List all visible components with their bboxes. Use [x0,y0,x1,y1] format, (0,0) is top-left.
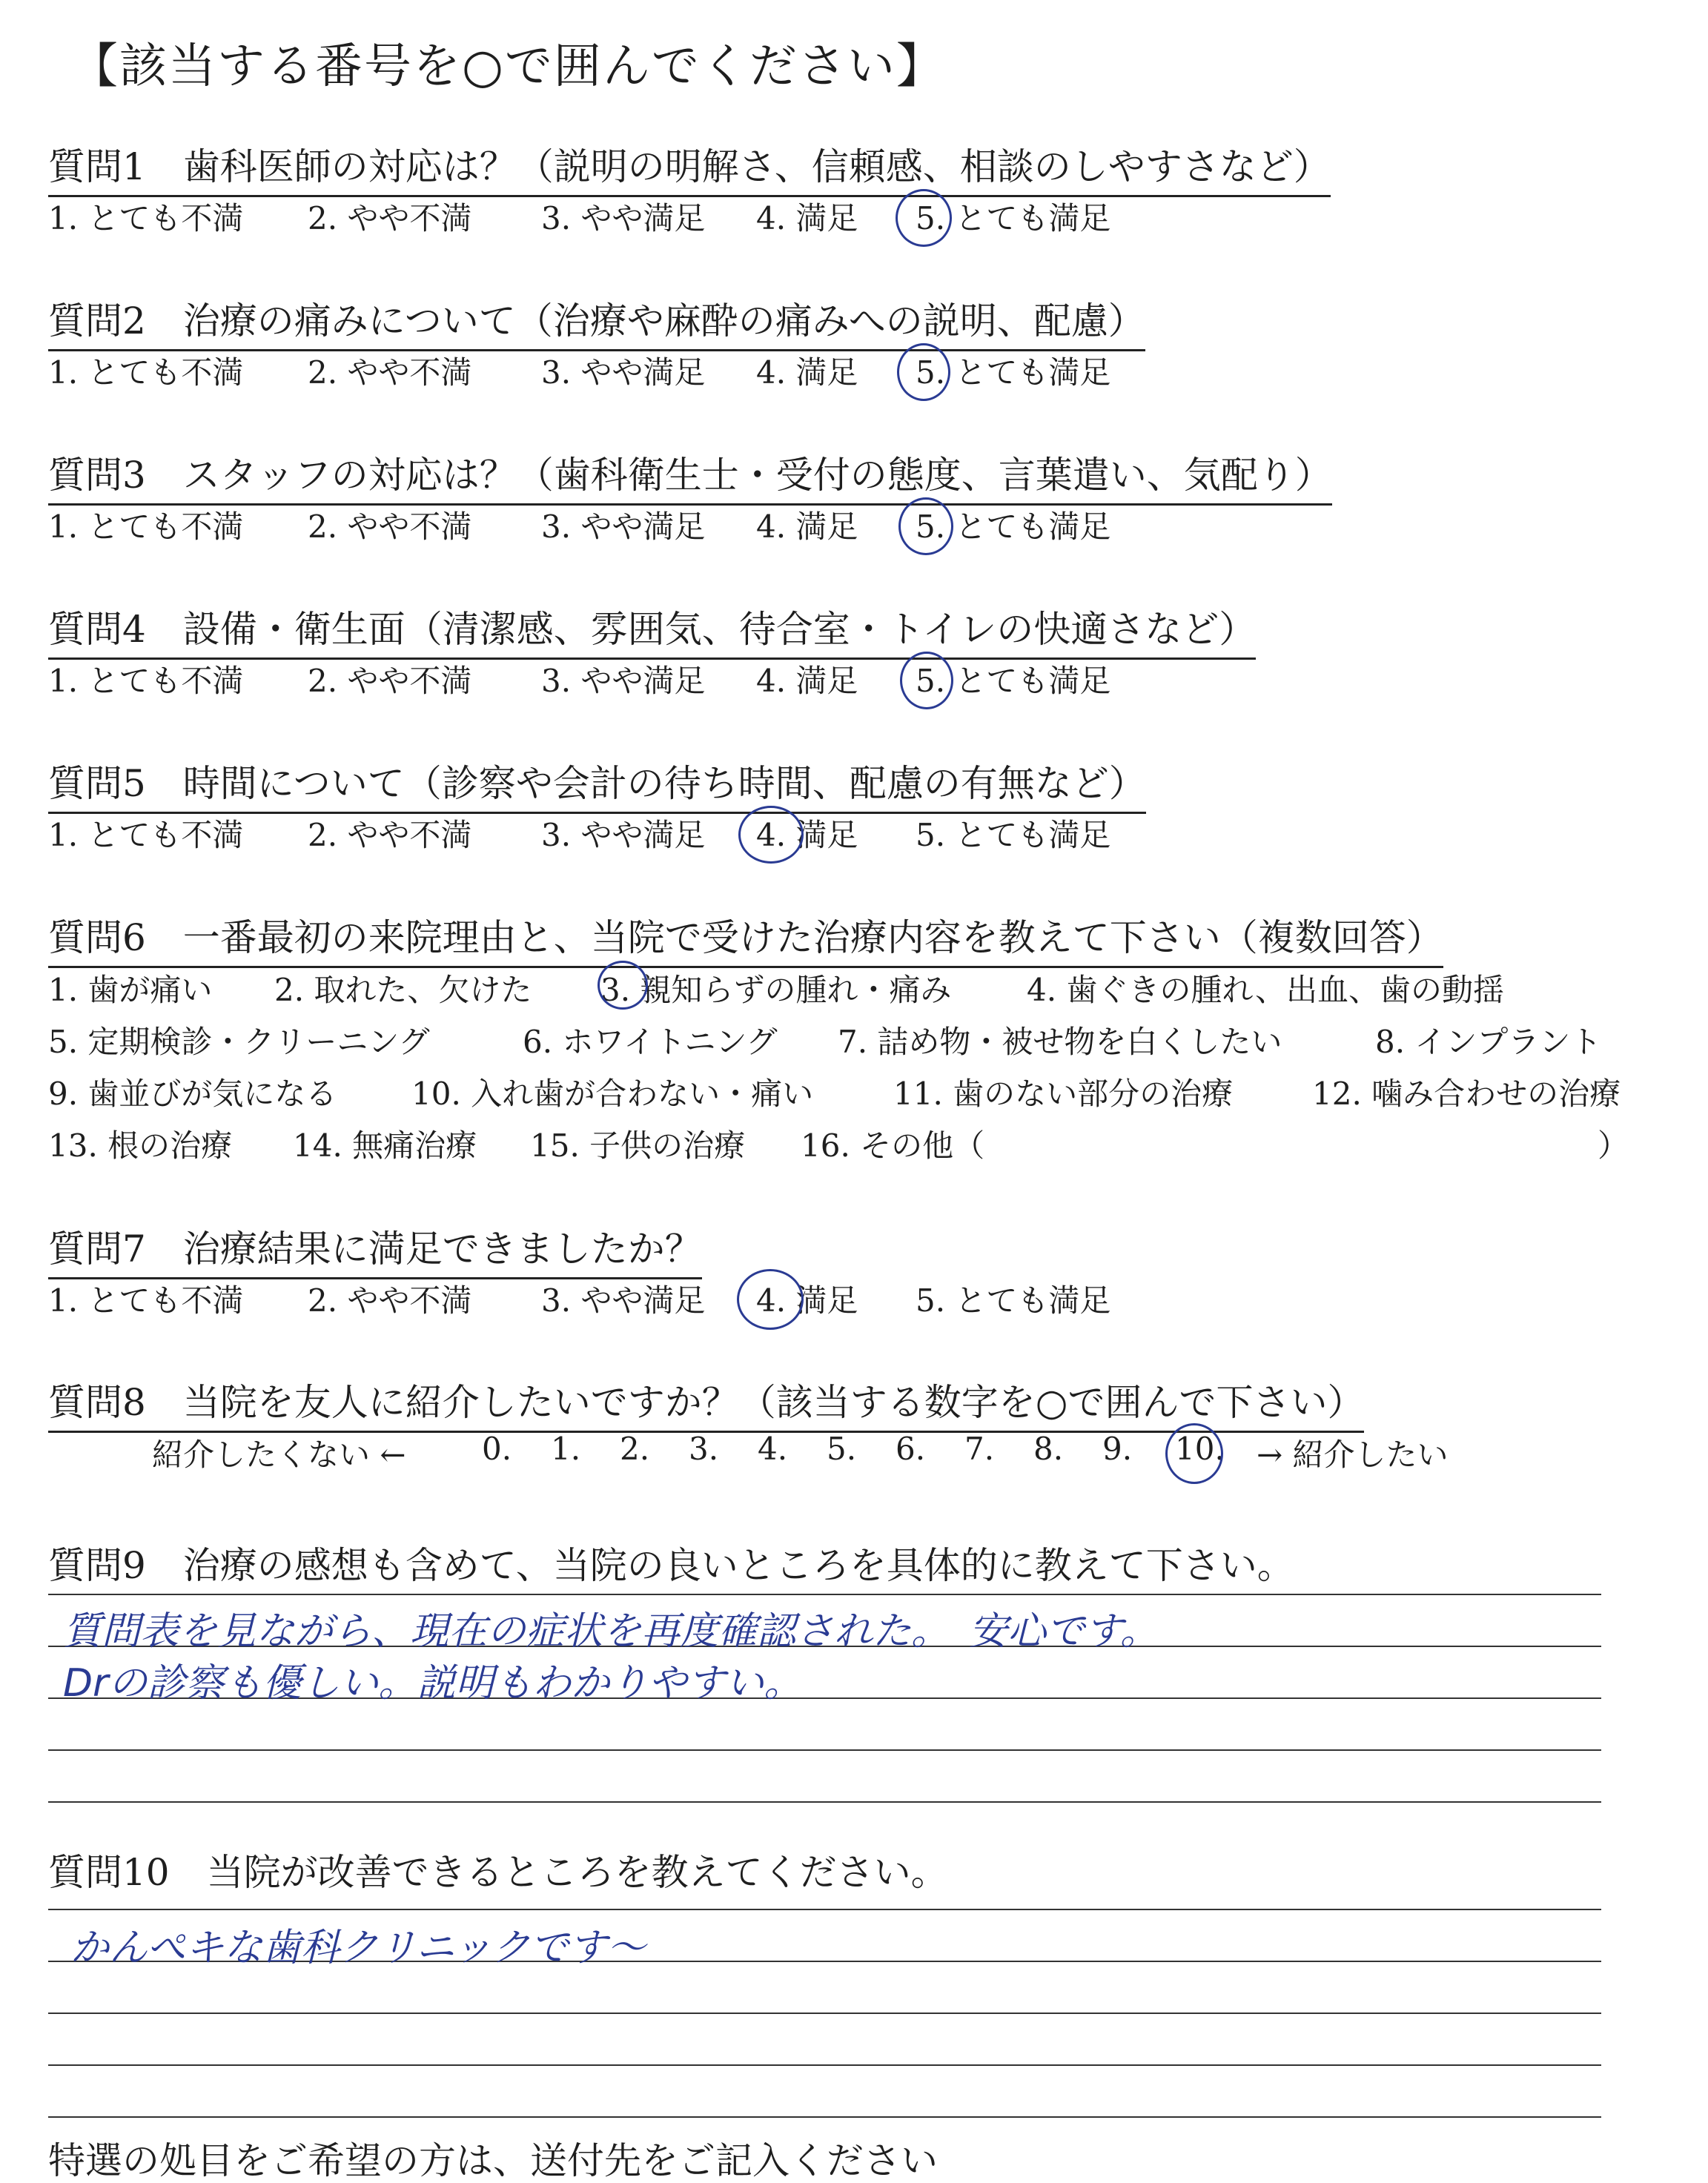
q5-option-5[interactable]: 5. とても満足 [916,817,1111,853]
q6-row-3 [48,1070,1679,1114]
q10-answer-line-3 [48,2013,1601,2014]
q8-title: 質問8 当院を友人に紹介したいですか？（該当する数字を○で囲んで下さい） [48,1373,1364,1433]
q6-option-15[interactable]: 15. 子供の治療 [530,1127,746,1164]
q6-option-8[interactable]: 8. インプラント [1375,1024,1602,1060]
q7-option-5[interactable]: 5. とても満足 [916,1282,1111,1319]
q2-option-4[interactable]: 4. 満足 [756,354,858,391]
q6-row-1 [48,966,1679,1010]
q6-selection-circle [598,961,648,1010]
q6-option-5[interactable]: 5. 定期検診・クリーニング [48,1024,430,1060]
q8-score-6[interactable]: 6. [896,1431,926,1467]
q7-title: 質問7 治療結果に満足できましたか？ [48,1219,702,1279]
q1-option-1[interactable]: 1. とても不満 [48,200,244,236]
q3-option-5[interactable]: 5. とても満足 [916,509,1111,545]
q6-option-14[interactable]: 14. 無痛治療 [293,1127,477,1164]
q8-score-4[interactable]: 4. [758,1431,788,1467]
q8-selection-circle [1165,1423,1223,1484]
q6-option-11[interactable]: 11. 歯のない部分の治療 [893,1076,1234,1112]
q2-option-2[interactable]: 2. やや不満 [308,354,472,391]
q1-title: 質問1 歯科医師の対応は？（説明の明解さ、信頼感、相談のしやすさなど） [48,137,1331,197]
q6-option-7[interactable]: 7. 詰め物・被せ物を白くしたい [838,1024,1282,1060]
q7-option-2[interactable]: 2. やや不満 [308,1282,472,1319]
footer-partial-text: 特選の処目をご希望の方は、送付先をご記入ください [48,2139,938,2182]
q10-handwritten-answer-1[interactable]: かんぺキな歯科クリニックです〜 [70,1926,646,1970]
q3-title: 質問3 スタッフの対応は？（歯科衛生士・受付の態度、言葉遣い、気配り） [48,445,1332,506]
q8-score-8[interactable]: 8. [1033,1431,1064,1467]
q1-option-3[interactable]: 3. やや満足 [541,200,706,236]
q3-option-2[interactable]: 2. やや不満 [308,509,472,545]
q4-option-3[interactable]: 3. やや満足 [541,663,706,699]
q1-option-5[interactable]: 5. とても満足 [916,200,1111,236]
q5-option-4[interactable]: 4. 満足 [756,817,858,853]
q8-score-7[interactable]: 7. [964,1431,995,1467]
q5-option-2[interactable]: 2. やや不満 [308,817,472,853]
q6-option-6[interactable]: 6. ホワイトニング [523,1024,778,1060]
q9-answer-line-1 [48,1594,1601,1595]
q1-selection-circle [896,189,952,247]
q3-options [48,503,1605,547]
page-header: 【該当する番号を○で囲んでください】 [70,39,945,94]
q4-selection-circle [900,652,953,709]
q4-option-4[interactable]: 4. 満足 [756,663,858,699]
q9-handwritten-answer-1[interactable]: 質問表を見ながら、現在の症状を再度確認された。 安心です。 [63,1609,1159,1654]
q2-option-1[interactable]: 1. とても不満 [48,354,244,391]
q5-option-3[interactable]: 3. やや満足 [541,817,706,853]
q10-answer-line-5 [48,2116,1601,2118]
q8-score-1[interactable]: 1. [551,1431,581,1467]
q2-option-3[interactable]: 3. やや満足 [541,354,706,391]
q8-score-5[interactable]: 5. [827,1431,857,1467]
q7-option-3[interactable]: 3. やや満足 [541,1282,706,1319]
q6-option-16[interactable]: 16. その他（ [801,1127,985,1164]
q7-option-4[interactable]: 4. 満足 [756,1282,858,1319]
q6-option-1[interactable]: 1. 歯が痛い [48,972,213,1008]
q8-scale [48,1431,1605,1475]
q8-score-9[interactable]: 9. [1102,1431,1133,1467]
q4-title: 質問4 設備・衛生面（清潔感、雰囲気、待合室・トイレの快適さなど） [48,600,1256,660]
q6-option-12[interactable]: 12. 噛み合わせの治療 [1312,1076,1621,1112]
q7-option-1[interactable]: 1. とても不満 [48,1282,244,1319]
q9-handwritten-answer-2[interactable]: Drの診察も優しい。説明もわかりやすい。 [63,1661,803,1706]
q8-score-3[interactable]: 3. [689,1431,719,1467]
q10-title: 質問10 当院が改善できるところを教えてください。 [48,1851,948,1894]
q4-option-5[interactable]: 5. とても満足 [916,663,1111,699]
q6-other-close-paren: ） [1598,1127,1629,1164]
q4-option-2[interactable]: 2. やや不満 [308,663,472,699]
q3-selection-circle [898,497,953,555]
q6-option-2[interactable]: 2. 取れた、欠けた [274,972,532,1008]
q8-left-label: 紹介したくない ← [152,1437,406,1473]
q6-option-3[interactable]: 3. 親知らずの腫れ・痛み [600,972,952,1008]
q2-option-5[interactable]: 5. とても満足 [916,354,1111,391]
q6-row-2 [48,1018,1679,1062]
q5-selection-circle [738,806,804,864]
q4-options [48,657,1605,701]
q8-score-10[interactable]: 10. [1175,1431,1225,1467]
q5-options [48,811,1605,855]
q10-answer-line-1 [48,1909,1601,1910]
q1-options [48,194,1605,239]
q6-option-4[interactable]: 4. 歯ぐきの腫れ、出血、歯の動揺 [1027,972,1504,1008]
q7-options [48,1276,1605,1321]
q2-title: 質問2 治療の痛みについて（治療や麻酔の痛みへの説明、配慮） [48,291,1145,351]
q6-option-13[interactable]: 13. 根の治療 [48,1127,233,1164]
q3-option-1[interactable]: 1. とても不満 [48,509,244,545]
q6-option-10[interactable]: 10. 入れ歯が合わない・痛い [411,1076,814,1112]
q1-option-2[interactable]: 2. やや不満 [308,200,472,236]
q10-answer-line-4 [48,2064,1601,2066]
q9-title: 質問9 治療の感想も含めて、当院の良いところを具体的に教えて下さい。 [48,1544,1294,1587]
q3-option-3[interactable]: 3. やや満足 [541,509,706,545]
q4-option-1[interactable]: 1. とても不満 [48,663,244,699]
q6-title: 質問6 一番最初の来院理由と、当院で受けた治療内容を教えて下さい（複数回答） [48,908,1443,968]
q8-score-0[interactable]: 0. [482,1431,512,1467]
q8-right-label: → 紹介したい [1257,1437,1449,1473]
q5-option-1[interactable]: 1. とても不満 [48,817,244,853]
q2-options [48,348,1605,393]
q5-title: 質問5 時間について（診察や会計の待ち時間、配慮の有無など） [48,754,1146,814]
q6-row-4 [48,1122,1679,1166]
q2-selection-circle [897,343,950,401]
q9-answer-line-4 [48,1749,1601,1751]
q3-option-4[interactable]: 4. 満足 [756,509,858,545]
q6-option-9[interactable]: 9. 歯並びが気になる [48,1076,337,1112]
q8-score-2[interactable]: 2. [620,1431,650,1467]
q9-answer-line-5 [48,1801,1601,1803]
q1-option-4[interactable]: 4. 満足 [756,200,858,236]
q7-selection-circle [737,1269,804,1330]
